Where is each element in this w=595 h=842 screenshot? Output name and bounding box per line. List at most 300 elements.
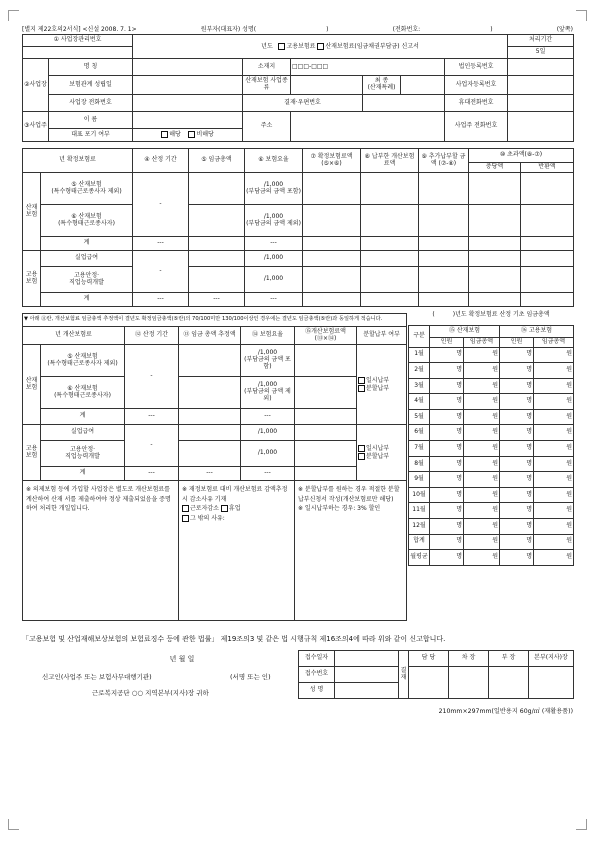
note-1: ※ 의제보험 등에 가입할 사업장은 별도로 개산보험료를 계산하여 산재 서를 제출하여야 정상 제출되었음을 증명하여 처리한 개일입니다. bbox=[23, 481, 179, 621]
owner-phone-input[interactable] bbox=[508, 112, 574, 142]
t2-col-fee: ⑮개산보험료액(⑬×⑭) bbox=[295, 327, 357, 345]
month-cell[interactable] bbox=[464, 409, 500, 425]
month-cell[interactable] bbox=[430, 550, 464, 566]
month-label: 10월 bbox=[409, 487, 430, 503]
t1-col-paid: ⑧ 납부한 개산보험료액 bbox=[361, 149, 419, 173]
remit-input[interactable] bbox=[363, 95, 445, 112]
month-cell[interactable] bbox=[464, 378, 500, 394]
agent-yes-checkbox[interactable] bbox=[161, 131, 168, 138]
receipt-no-label: 접수번호 bbox=[299, 667, 335, 683]
business-name-label: 명 칭 bbox=[49, 59, 133, 76]
month-cell[interactable] bbox=[430, 409, 464, 425]
reason-closure-checkbox[interactable] bbox=[221, 505, 228, 512]
t2-period-emp[interactable]: - bbox=[125, 425, 179, 467]
t2-cell[interactable] bbox=[179, 409, 241, 425]
t1-cell[interactable] bbox=[361, 267, 419, 293]
t2-grp-employment: 고용 보험 bbox=[23, 425, 41, 481]
address-label: 소재지 bbox=[243, 59, 291, 76]
unit-label: 원 bbox=[492, 350, 498, 358]
month-cell[interactable] bbox=[500, 472, 534, 488]
t2-install-ind: 일시납부 분할납부 bbox=[357, 345, 407, 425]
month-label: 2월 bbox=[409, 363, 430, 379]
t1-cell[interactable] bbox=[469, 205, 521, 237]
t1-cell[interactable] bbox=[419, 205, 469, 237]
t2-cell[interactable] bbox=[295, 467, 357, 481]
estimated-premium-table bbox=[22, 313, 407, 621]
unit-label: 원 bbox=[492, 381, 498, 389]
biz-reg-label: 사업자등록번호 bbox=[445, 76, 508, 95]
header-table bbox=[22, 34, 574, 142]
business-group-label: ②사업장 bbox=[23, 59, 49, 112]
month-cell[interactable] bbox=[500, 347, 534, 363]
monthly-title: ( )년도 확정보험료 산정 기초 임금총액 bbox=[432, 311, 550, 319]
month-cell[interactable] bbox=[500, 534, 534, 550]
side-label: (앞쪽) bbox=[556, 25, 573, 33]
month-cell[interactable] bbox=[430, 363, 464, 379]
sign-date[interactable]: 년 월 일 bbox=[169, 655, 195, 664]
unit-label: 명 bbox=[526, 428, 532, 436]
t1-rate-ind1: /1,000 (부담금의 금액 포함) bbox=[245, 173, 303, 205]
month-label: 11월 bbox=[409, 503, 430, 519]
t2-row-emp1: 실업급여 bbox=[41, 425, 125, 441]
biz-reg-input[interactable] bbox=[508, 76, 574, 95]
t1-row-ind1: ⑤ 산재보험 (특수형태근로종사자 제외) bbox=[41, 173, 133, 205]
unit-label: 원 bbox=[492, 397, 498, 405]
approval-sign-3[interactable] bbox=[489, 667, 529, 699]
t2-rate-ind1: /1,000 (부담금의 금액 포함) bbox=[241, 345, 295, 377]
t2-cell[interactable] bbox=[179, 377, 241, 409]
t2-cell[interactable] bbox=[295, 377, 357, 409]
month-cell[interactable] bbox=[464, 363, 500, 379]
unit-label: 원 bbox=[566, 459, 573, 467]
t1-rate-ind2: /1,000 (부담금의 금액 제외) bbox=[245, 205, 303, 237]
t2-dash: --- bbox=[125, 409, 179, 425]
t2-dash: --- bbox=[125, 467, 179, 481]
month-cell[interactable] bbox=[500, 550, 534, 566]
agent-no-checkbox[interactable] bbox=[188, 131, 195, 138]
unit-label: 명 bbox=[526, 443, 532, 451]
ind-lump-checkbox[interactable] bbox=[358, 377, 365, 384]
biz-phone-input[interactable] bbox=[133, 95, 243, 112]
month-label: 9월 bbox=[409, 472, 430, 488]
t1-grp-industrial: 산재 보험 bbox=[23, 173, 41, 251]
unit-label: 명 bbox=[456, 553, 462, 561]
t1-col-period: ④ 산정 기간 bbox=[133, 149, 189, 173]
unit-label: 명 bbox=[526, 475, 532, 483]
sign-seal[interactable]: (서명 또는 인) bbox=[230, 673, 271, 682]
t1-rate-emp2: /1,000 bbox=[245, 267, 303, 293]
t2-cell[interactable] bbox=[179, 441, 241, 467]
month-label: 8월 bbox=[409, 456, 430, 472]
insured-date-input[interactable] bbox=[133, 76, 243, 95]
unit-label: 명 bbox=[526, 459, 532, 467]
unit-label: 원 bbox=[492, 428, 498, 436]
sub-people: 인원 bbox=[430, 337, 464, 347]
t1-dash: --- bbox=[133, 293, 189, 307]
unit-label: 명 bbox=[456, 428, 462, 436]
receipt-name-input[interactable] bbox=[335, 683, 399, 699]
t1-cell[interactable] bbox=[419, 293, 469, 307]
note-2-cell: ※ 재정보험료 대비 개산보험료 감액추정 시 감소사유 기재 근로자감소 휴업 그 밖의 사유: bbox=[179, 481, 295, 621]
t1-cell[interactable] bbox=[521, 237, 574, 251]
month-cell[interactable] bbox=[534, 425, 574, 441]
unit-label: 원 bbox=[566, 381, 573, 389]
owner-phone-label: 사업주 전화번호 bbox=[445, 112, 508, 142]
month-label: 6월 bbox=[409, 425, 430, 441]
declaration: 「고용보험 및 산업재해보상보험의 보험료징수 등에 관한 법률」 제19조의3 및 같은 법 시행규칙 제16조의4에 따라 위와 같이 신고합니다. bbox=[22, 635, 446, 643]
unit-label: 명 bbox=[456, 412, 462, 420]
period-value: 5일 bbox=[508, 47, 574, 59]
month-cell[interactable] bbox=[430, 394, 464, 410]
unit-label: 명 bbox=[526, 553, 532, 561]
owner-line: 원부자(대표자) 성명( ) bbox=[200, 25, 329, 33]
unit-label: 명 bbox=[456, 475, 462, 483]
fax-input[interactable] bbox=[508, 95, 574, 112]
month-cell[interactable] bbox=[534, 519, 574, 535]
month-cell[interactable] bbox=[430, 425, 464, 441]
t1-dash: --- bbox=[189, 293, 245, 307]
month-cell[interactable] bbox=[464, 441, 500, 457]
month-cell[interactable] bbox=[430, 472, 464, 488]
unit-label: 명 bbox=[456, 521, 462, 529]
t1-cell[interactable] bbox=[189, 251, 245, 267]
t1-cell[interactable] bbox=[303, 237, 361, 251]
unit-label: 명 bbox=[526, 506, 532, 514]
approval-c1: 담 당 bbox=[409, 651, 449, 667]
t1-cell[interactable] bbox=[521, 293, 574, 307]
month-label: 4월 bbox=[409, 394, 430, 410]
t2-cell[interactable] bbox=[179, 345, 241, 377]
t2-cell[interactable] bbox=[295, 441, 357, 467]
month-cell[interactable] bbox=[534, 409, 574, 425]
month-cell[interactable] bbox=[500, 503, 534, 519]
note-2: ※ 재정보험료 대비 개산보험료 감액추정 시 감소사유 기재 bbox=[182, 486, 288, 503]
special-label: 최 종 (산재특례) bbox=[363, 76, 401, 95]
month-cell[interactable] bbox=[500, 456, 534, 472]
monthly-col-ind: ⑮ 산재보험 bbox=[430, 325, 500, 337]
t1-sum-ind: 계 bbox=[41, 237, 133, 251]
monthly-col-month: 구분 bbox=[409, 325, 430, 347]
t1-grp-employment: 고용 보험 bbox=[23, 251, 41, 307]
t1-col-wage: ⑤ 임금총액 bbox=[189, 149, 245, 173]
unit-label: 명 bbox=[456, 537, 462, 545]
special-input[interactable] bbox=[401, 76, 445, 95]
agent-options: 해당 비해당 bbox=[133, 129, 243, 142]
month-cell[interactable] bbox=[500, 487, 534, 503]
emp-split-checkbox[interactable] bbox=[358, 453, 365, 460]
month-cell[interactable] bbox=[534, 394, 574, 410]
month-cell[interactable] bbox=[534, 550, 574, 566]
ind-split-checkbox[interactable] bbox=[358, 385, 365, 392]
unit-label: 원 bbox=[566, 521, 573, 529]
t1-row-emp2: 고용안정· 직업능력개발 bbox=[41, 267, 133, 293]
phone-line: (전화번호: ) bbox=[392, 25, 493, 33]
t1-cell[interactable] bbox=[419, 237, 469, 251]
month-cell[interactable] bbox=[500, 409, 534, 425]
t1-cell[interactable] bbox=[303, 251, 361, 267]
t1-cell[interactable] bbox=[189, 205, 245, 237]
month-cell[interactable] bbox=[534, 503, 574, 519]
t2-row-ind1: ⑤ 산재보험 (특수형태근로종사자 제외) bbox=[41, 345, 125, 377]
month-cell[interactable] bbox=[534, 347, 574, 363]
t2-col-rate: ⑭ 보험요율 bbox=[241, 327, 295, 345]
owner-addr-label: 주소 bbox=[243, 112, 291, 142]
t1-row-ind2: ⑥ 산재보험 (특수형태근로종사자) bbox=[41, 205, 133, 237]
crop-mark-top-left bbox=[8, 10, 19, 21]
unit-label: 명 bbox=[526, 397, 532, 405]
period-label: 처리기간 bbox=[508, 35, 574, 47]
reason-workers-checkbox[interactable] bbox=[182, 505, 189, 512]
t1-cell[interactable] bbox=[469, 267, 521, 293]
fax-label: 휴대전화번호 bbox=[445, 95, 508, 112]
industrial-checkbox[interactable] bbox=[317, 43, 324, 50]
unit-label: 명 bbox=[456, 490, 462, 498]
unit-label: 원 bbox=[566, 443, 573, 451]
unit-label: 명 bbox=[526, 381, 532, 389]
industry-label: 산재보험 사업종류 bbox=[243, 76, 291, 95]
month-cell[interactable] bbox=[534, 534, 574, 550]
t2-cell[interactable] bbox=[179, 425, 241, 441]
t2-col-wage: ⑬ 임금 총액 추정액 bbox=[179, 327, 241, 345]
agent-label: 대표 포기 여부 bbox=[49, 129, 133, 142]
t1-cell[interactable] bbox=[361, 251, 419, 267]
t1-cell[interactable] bbox=[303, 293, 361, 307]
t1-col-add: ⑨ 추가납부할 금액 (⑦-⑧) bbox=[419, 149, 469, 173]
unit-label: 원 bbox=[566, 428, 573, 436]
t1-cell[interactable] bbox=[361, 205, 419, 237]
t2-dash: --- bbox=[179, 467, 241, 481]
t1-cell[interactable] bbox=[361, 293, 419, 307]
month-cell[interactable] bbox=[534, 472, 574, 488]
month-cell[interactable] bbox=[534, 441, 574, 457]
unit-label: 원 bbox=[566, 553, 573, 561]
addressee: 근로복지공단 ○○ 지역본부(지사)장 귀하 bbox=[92, 689, 209, 698]
month-cell[interactable] bbox=[500, 441, 534, 457]
unit-label: 원 bbox=[566, 506, 573, 514]
month-cell[interactable] bbox=[464, 472, 500, 488]
t1-cell[interactable] bbox=[361, 173, 419, 205]
month-cell[interactable] bbox=[534, 456, 574, 472]
t2-rate-emp2: /1,000 bbox=[241, 441, 295, 467]
approval-sign-4[interactable] bbox=[529, 667, 574, 699]
month-cell[interactable] bbox=[430, 456, 464, 472]
t1-cell[interactable] bbox=[521, 251, 574, 267]
t1-cell[interactable] bbox=[469, 251, 521, 267]
unit-label: 명 bbox=[526, 490, 532, 498]
month-cell[interactable] bbox=[464, 394, 500, 410]
t2-row-emp2: 고용안정· 직업능력개발 bbox=[41, 441, 125, 467]
t1-cell[interactable] bbox=[469, 293, 521, 307]
t1-cell[interactable] bbox=[469, 237, 521, 251]
t2-install-emp: 일시납부 분할납부 bbox=[357, 425, 407, 481]
t2-cell[interactable] bbox=[295, 345, 357, 377]
sub-wage: 임금총액 bbox=[534, 337, 574, 347]
t2-cell[interactable] bbox=[295, 409, 357, 425]
t1-cell[interactable] bbox=[189, 237, 245, 251]
unit-label: 원 bbox=[566, 537, 573, 545]
month-cell[interactable] bbox=[430, 487, 464, 503]
unit-label: 원 bbox=[566, 412, 573, 420]
approval-sign-1[interactable] bbox=[409, 667, 449, 699]
note-4: ※ 일시납부하는 경우: 3% 할인 bbox=[298, 505, 381, 513]
business-name-input[interactable] bbox=[133, 59, 243, 76]
month-cell[interactable] bbox=[430, 519, 464, 535]
month-cell[interactable] bbox=[500, 519, 534, 535]
t1-cell[interactable] bbox=[303, 205, 361, 237]
unit-label: 원 bbox=[492, 537, 498, 545]
form-title: 년도 고용보험료 산재보험료(임금채권부담금) 신고서 bbox=[133, 35, 508, 59]
month-cell[interactable] bbox=[464, 550, 500, 566]
t1-cell[interactable] bbox=[303, 173, 361, 205]
t2-period-ind[interactable]: - bbox=[125, 345, 179, 409]
t1-cell[interactable] bbox=[419, 173, 469, 205]
month-label: 3월 bbox=[409, 378, 430, 394]
unit-label: 원 bbox=[566, 475, 573, 483]
approval-c3: 부 장 bbox=[489, 651, 529, 667]
industry-input[interactable] bbox=[291, 76, 363, 95]
t1-rate-emp1: /1,000 bbox=[245, 251, 303, 267]
t1-dash: --- bbox=[245, 293, 303, 307]
month-cell[interactable] bbox=[464, 534, 500, 550]
t2-cell[interactable] bbox=[295, 425, 357, 441]
mgmt-no-label: ① 사업장관리번호 bbox=[23, 35, 133, 47]
t1-cell[interactable] bbox=[189, 267, 245, 293]
t1-cell[interactable] bbox=[521, 173, 574, 205]
month-cell[interactable] bbox=[430, 378, 464, 394]
month-label: 5월 bbox=[409, 409, 430, 425]
month-cell[interactable] bbox=[430, 441, 464, 457]
t1-cell[interactable] bbox=[521, 267, 574, 293]
monthly-col-emp: ⑯ 고용보험 bbox=[500, 325, 574, 337]
t1-col-excess-a: 충당액 bbox=[469, 163, 521, 173]
month-cell[interactable] bbox=[430, 534, 464, 550]
receipt-date-label: 접수일자 bbox=[299, 651, 335, 667]
t1-cell[interactable] bbox=[469, 173, 521, 205]
reason-other-checkbox[interactable] bbox=[182, 515, 189, 522]
approval-label: 결 재 bbox=[399, 651, 409, 699]
month-cell[interactable] bbox=[500, 425, 534, 441]
month-cell[interactable] bbox=[534, 363, 574, 379]
paper-spec: 210mm×297mm(일반용지 60g/㎡ (재활용품)) bbox=[438, 708, 573, 716]
t2-sum-ind: 계 bbox=[41, 409, 125, 425]
t1-cell[interactable] bbox=[419, 267, 469, 293]
t1-cell[interactable] bbox=[189, 173, 245, 205]
t1-period-ind[interactable]: - bbox=[133, 173, 189, 237]
t1-cell[interactable] bbox=[361, 237, 419, 251]
address-value[interactable]: □□□-□□□ bbox=[291, 59, 445, 76]
unit-label: 원 bbox=[492, 475, 498, 483]
unit-label: 원 bbox=[492, 553, 498, 561]
sign-area bbox=[22, 650, 573, 722]
month-cell[interactable] bbox=[500, 394, 534, 410]
unit-label: 명 bbox=[526, 521, 532, 529]
form-number: [별지 제22호의2서식] <신설 2008. 7. 1> bbox=[22, 25, 137, 33]
biz-phone-label: 사업장 전화번호 bbox=[49, 95, 133, 112]
month-cell[interactable] bbox=[500, 363, 534, 379]
t2-rate-ind2: /1,000 (부담금의 금액 제외) bbox=[241, 377, 295, 409]
month-cell[interactable] bbox=[430, 347, 464, 363]
t1-col-fee: ⑦ 확정보험료액 (⑤×⑥) bbox=[303, 149, 361, 173]
crop-mark-bottom-right bbox=[576, 819, 587, 830]
receipt-table bbox=[298, 650, 574, 699]
mgmt-no-input[interactable] bbox=[23, 47, 133, 59]
month-cell[interactable] bbox=[464, 519, 500, 535]
month-cell[interactable] bbox=[464, 487, 500, 503]
t1-dash: --- bbox=[245, 237, 303, 251]
unit-label: 명 bbox=[456, 397, 462, 405]
employment-checkbox[interactable] bbox=[278, 43, 285, 50]
owner-name-label: 이 름 bbox=[49, 112, 133, 129]
month-cell[interactable] bbox=[464, 425, 500, 441]
month-cell[interactable] bbox=[534, 487, 574, 503]
t1-cell[interactable] bbox=[521, 205, 574, 237]
sub-wage: 임금총액 bbox=[464, 337, 500, 347]
receipt-date-input[interactable] bbox=[335, 651, 399, 667]
t1-cell[interactable] bbox=[419, 251, 469, 267]
t1-sum-emp: 계 bbox=[41, 293, 133, 307]
receipt-no-input[interactable] bbox=[335, 667, 399, 683]
t1-dash: --- bbox=[133, 237, 189, 251]
t2-grp-industrial: 산재 보험 bbox=[23, 345, 41, 425]
owner-group-label: ③사업주 bbox=[23, 112, 49, 142]
sign-reporter: 신고인(사업주 또는 보험사무대행기관) bbox=[42, 673, 152, 682]
form-header bbox=[22, 22, 573, 34]
emp-lump-checkbox[interactable] bbox=[358, 445, 365, 452]
t1-cell[interactable] bbox=[303, 267, 361, 293]
crop-mark-top-right bbox=[576, 10, 587, 21]
month-cell[interactable] bbox=[464, 503, 500, 519]
unit-label: 원 bbox=[566, 350, 573, 358]
t2-dash: --- bbox=[241, 467, 295, 481]
unit-label: 원 bbox=[492, 506, 498, 514]
t1-col-item: 년 확정보험료 bbox=[23, 149, 133, 173]
month-label: 합계 bbox=[409, 534, 430, 550]
t2-rate-emp1: /1,000 bbox=[241, 425, 295, 441]
t1-period-emp[interactable]: - bbox=[133, 251, 189, 293]
t2-col-item: 년 개산보험료 bbox=[23, 327, 125, 345]
unit-label: 명 bbox=[456, 443, 462, 451]
t2-sum-emp: 계 bbox=[41, 467, 125, 481]
t2-row-ind2: ⑥ 산재보험 (특수형태근로종사자) bbox=[41, 377, 125, 409]
note-3-cell bbox=[295, 481, 407, 621]
corp-reg-input[interactable] bbox=[508, 59, 574, 76]
owner-name-input[interactable] bbox=[133, 112, 243, 129]
unit-label: 명 bbox=[526, 365, 532, 373]
unit-label: 원 bbox=[492, 459, 498, 467]
month-label: 12월 bbox=[409, 519, 430, 535]
month-cell[interactable] bbox=[430, 503, 464, 519]
month-cell[interactable] bbox=[500, 378, 534, 394]
approval-sign-2[interactable] bbox=[449, 667, 489, 699]
t2-dash: --- bbox=[241, 409, 295, 425]
month-cell[interactable] bbox=[464, 347, 500, 363]
t2-col-period: ⑫ 산정 기간 bbox=[125, 327, 179, 345]
crop-mark-bottom-left bbox=[8, 819, 19, 830]
month-label: 월평균 bbox=[409, 550, 430, 566]
month-cell[interactable] bbox=[534, 378, 574, 394]
month-label: 7월 bbox=[409, 441, 430, 457]
owner-addr-input[interactable] bbox=[291, 112, 445, 142]
monthly-wage-table bbox=[408, 307, 574, 566]
unit-label: 명 bbox=[526, 350, 532, 358]
sub-people: 인원 bbox=[500, 337, 534, 347]
unit-label: 원 bbox=[566, 490, 573, 498]
notice: ▼ 아래 ⑪란, 개산보험료 임금총액 추정액이 결년도 확정임금총액(⑤란)의 70/100미만 130/100이상인 경우에는 결년도 임금총액(⑤란)과 동일하게 적습니다. bbox=[23, 314, 407, 327]
estimate-section bbox=[22, 313, 573, 629]
corp-reg-label: 법인등록번호 bbox=[445, 59, 508, 76]
unit-label: 명 bbox=[526, 412, 532, 420]
month-cell[interactable] bbox=[464, 456, 500, 472]
